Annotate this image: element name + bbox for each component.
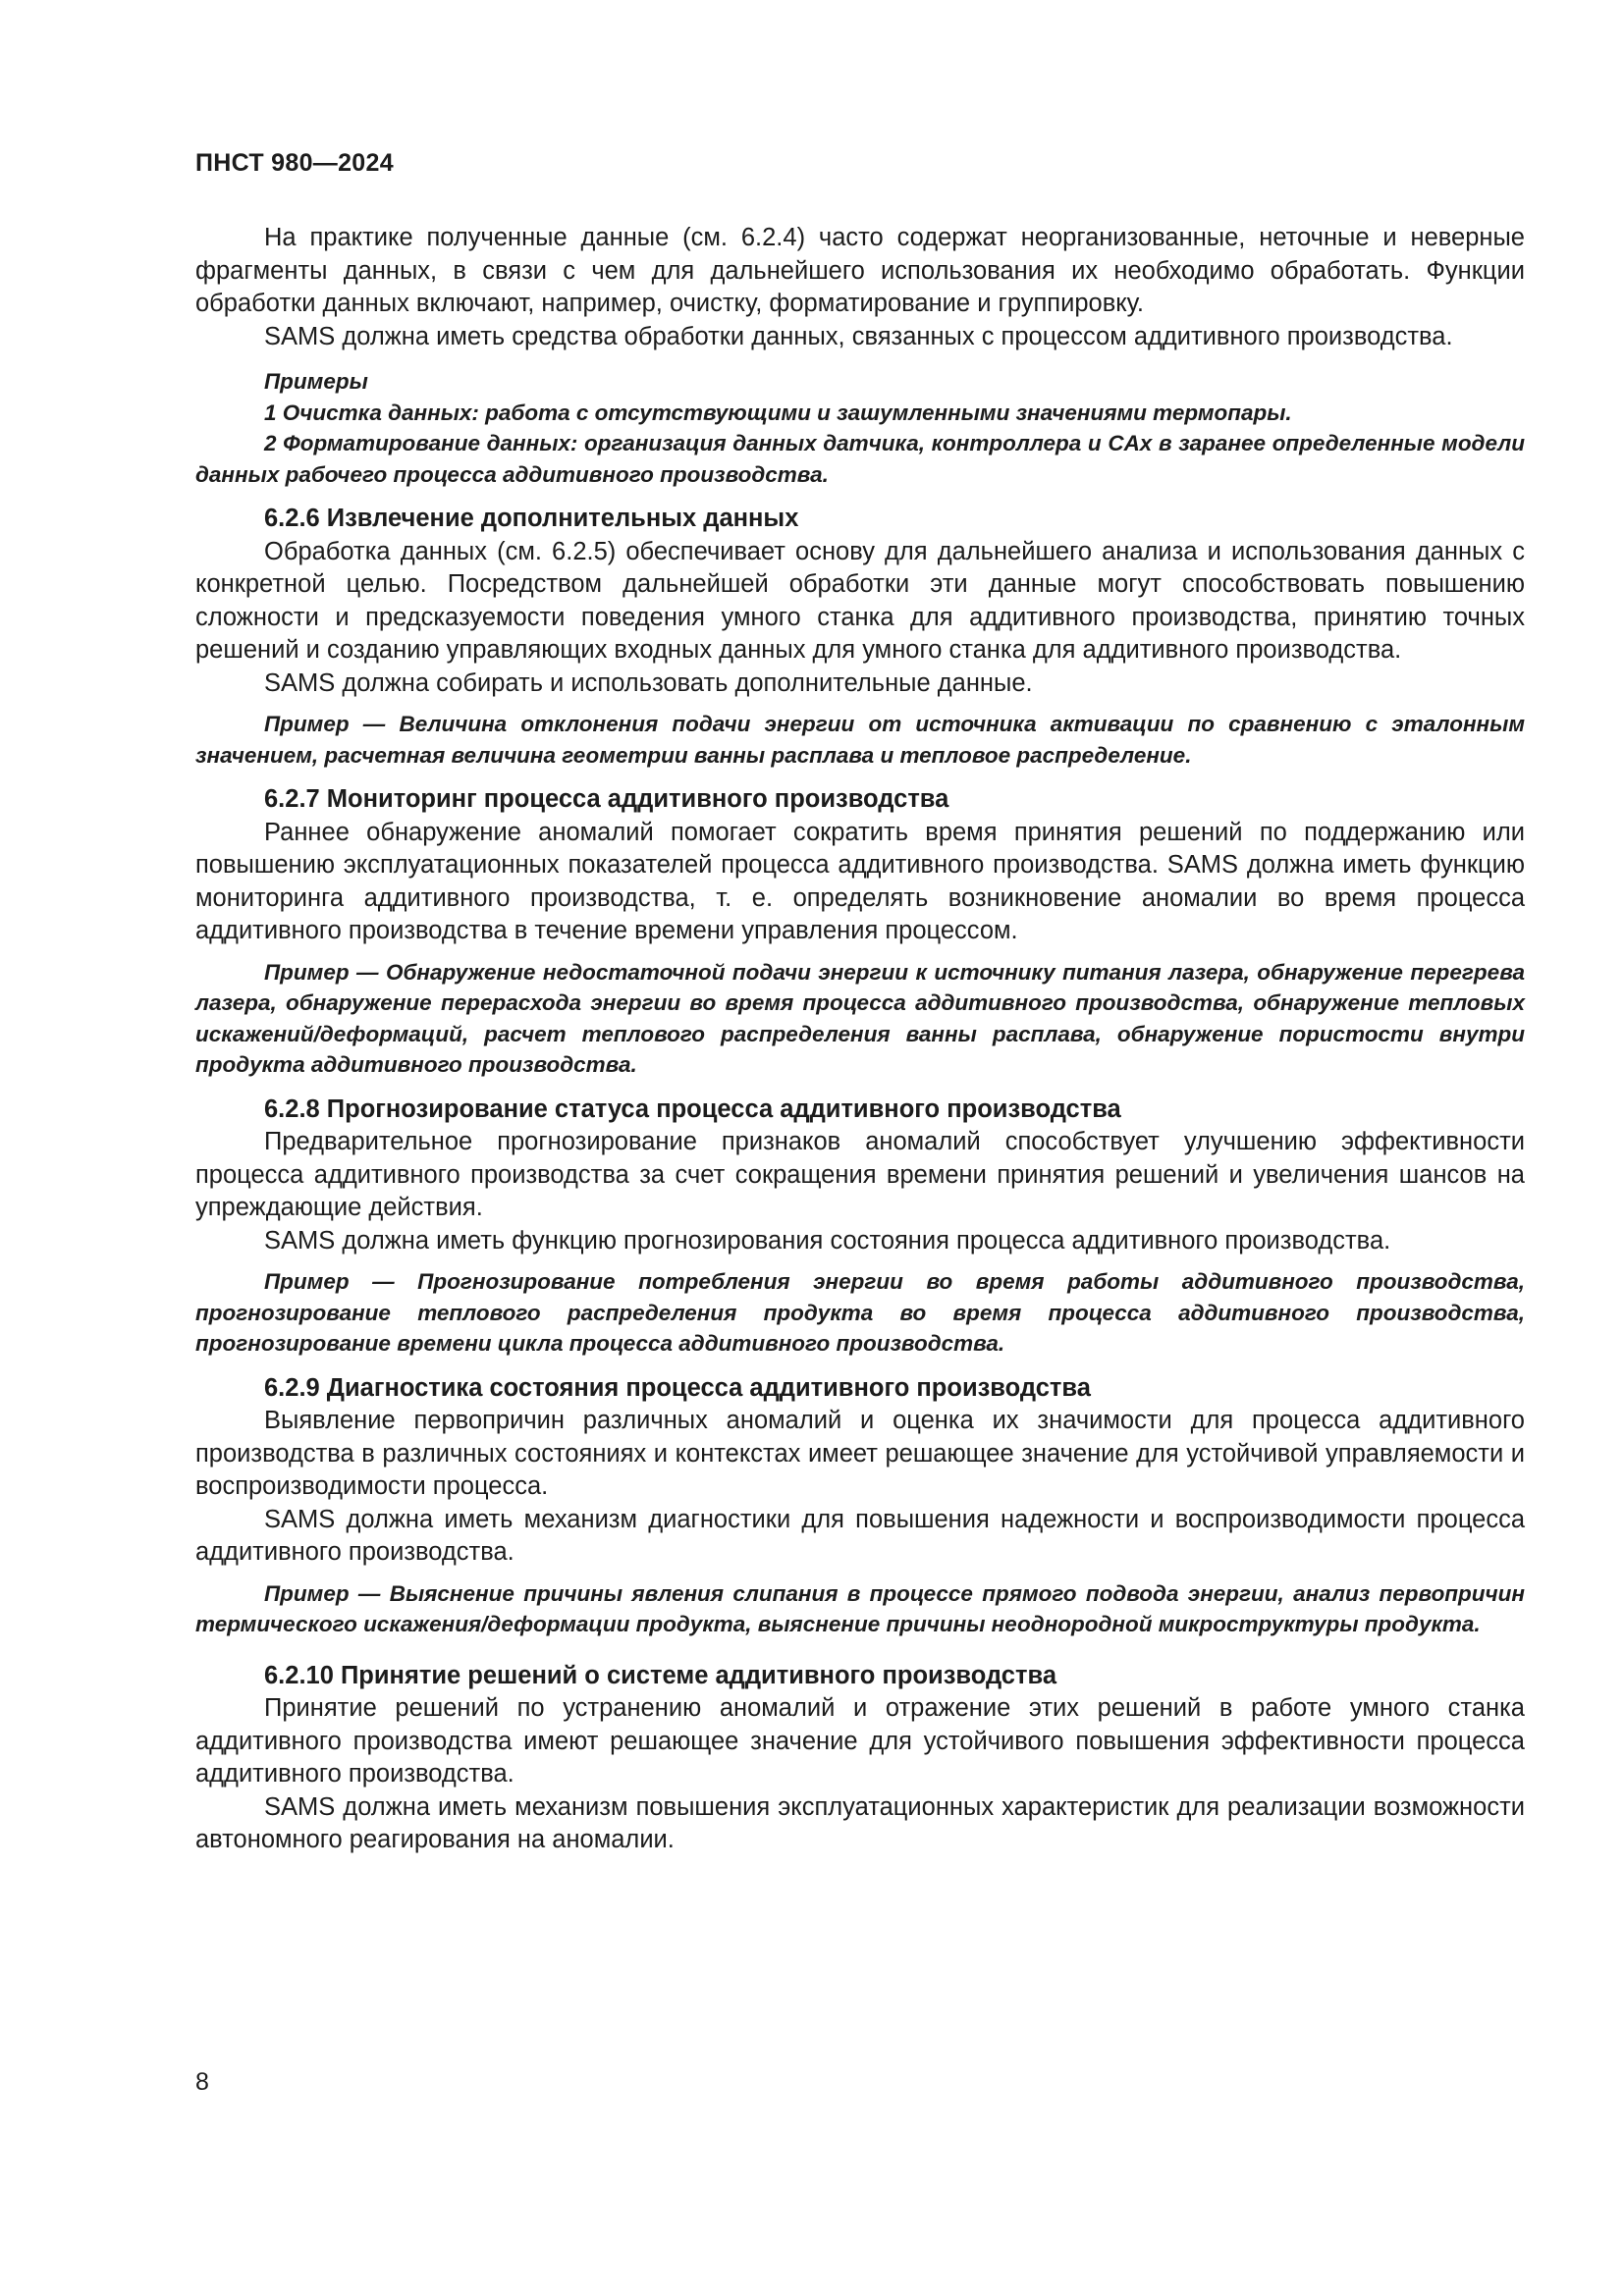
example-note: Пример — Обнаружение недостаточной подачи энергии к источнику питания лазера, обнаружение перегрева лазера, обнаружение перерасхода энергии во время процесса аддитивного производства, обнаружение тепловых искажений/деформаций, расчет теплового распределения ванны расплава, обнаружение пористости внутри продукта аддитивного производства. xyxy=(195,959,1525,1077)
paragraph: SAMS должна иметь механизм диагностики для повышения надежности и воспроизводимости процесса аддитивного производства. xyxy=(195,1505,1525,1566)
paragraph: SAMS должна собирать и использовать дополнительные данные. xyxy=(264,668,1033,697)
examples-title: Примеры xyxy=(264,369,368,394)
section-heading-6-2-6: 6.2.6 Извлечение дополнительных данных xyxy=(264,505,799,532)
example-note: Пример — Величина отклонения подачи энергии от источника активации по сравнению с эталонным значением, расчетная величина геометрии ванны расплава и тепловое распределение. xyxy=(195,712,1525,768)
section-heading-6-2-10: 6.2.10 Принятие решений о системе аддитивного производства xyxy=(264,1661,1056,1689)
paragraph: Принятие решений по устранению аномалий и отражение этих решений в работе умного станка аддитивного производства имеют решающее значение для устойчивого повышения эффективности процесса аддитивного производства. xyxy=(195,1694,1525,1788)
paragraph: Обработка данных (см. 6.2.5) обеспечивает основу для дальнейшего анализа и использования данных с конкретной целью. Посредством дальнейшей обработки эти данные могут способствовать повышению сложности и предсказуемости поведения умного станка для аддитивного производства, принятию точных решений и созданию управляющих входных данных для умного станка для аддитивного производства. xyxy=(195,537,1525,664)
example-note: Пример — Прогнозирование потребления энергии во время работы аддитивного производства, прогнозирование теплового распределения продукта во время процесса аддитивного производства, прогнозирование времени цикла процесса аддитивного производства. xyxy=(195,1269,1525,1356)
example-note: Пример — Выяснение причины явления слипания в процессе прямого подвода энергии, анализ первопричин термического искажения/деформации продукта, выяснение причины неоднородной микроструктуры продукта. xyxy=(195,1580,1525,1636)
paragraph: На практике полученные данные (см. 6.2.4) часто содержат неорганизованные, неточные и неверные фрагменты данных, в связи с чем для дальнейшего использования их необходимо обработать. Функции обработки данных включают, например, очистку, форматирование и группировку. xyxy=(195,224,1525,317)
paragraph: SAMS должна иметь функцию прогнозирования состояния процесса аддитивного производства. xyxy=(264,1226,1391,1255)
example-item: 1 Очистка данных: работа с отсутствующими и зашумленными значениями термопары. xyxy=(264,400,1292,425)
section-heading-6-2-9: 6.2.9 Диагностика состояния процесса аддитивного производства xyxy=(264,1373,1091,1402)
page-number: 8 xyxy=(195,2068,209,2096)
paragraph: Выявление первопричин различных аномалий и оценка их значимости для процесса аддитивного производства в различных состояниях и контекстах имеет решающее значение для устойчивой управляемости и воспроизводимости процесса. xyxy=(195,1407,1525,1500)
paragraph: Предварительное прогнозирование признаков аномалий способствует улучшению эффективности процесса аддитивного производства за счет сокращения времени принятия решений и увеличения шансов на упреждающие действия. xyxy=(195,1128,1525,1221)
section-heading-6-2-7: 6.2.7 Мониторинг процесса аддитивного производства xyxy=(264,785,949,813)
section-heading-6-2-8: 6.2.8 Прогнозирование статуса процесса аддитивного производства xyxy=(264,1095,1121,1123)
paragraph: Раннее обнаружение аномалий помогает сократить время принятия решений по поддержанию или повышению эксплуатационных показателей процесса аддитивного производства. SAMS должна иметь функцию мониторинга аддитивного производства, т. е. определять возникновение аномалии во время процесса аддитивного производства в течение времени управления процессом. xyxy=(195,818,1525,944)
paragraph: SAMS должна иметь механизм повышения эксплуатационных характеристик для реализации возможности автономного реагирования на аномалии. xyxy=(195,1792,1525,1853)
paragraph: SAMS должна иметь средства обработки данных, связанных с процессом аддитивного производства. xyxy=(264,322,1453,350)
example-item: 2 Форматирование данных: организация данных датчика, контроллера и CAx в заранее определенные модели данных рабочего процесса аддитивного производства. xyxy=(195,431,1525,487)
page-content xyxy=(195,222,1525,1857)
document-id-header: ПНСТ 980—2024 xyxy=(195,149,394,177)
